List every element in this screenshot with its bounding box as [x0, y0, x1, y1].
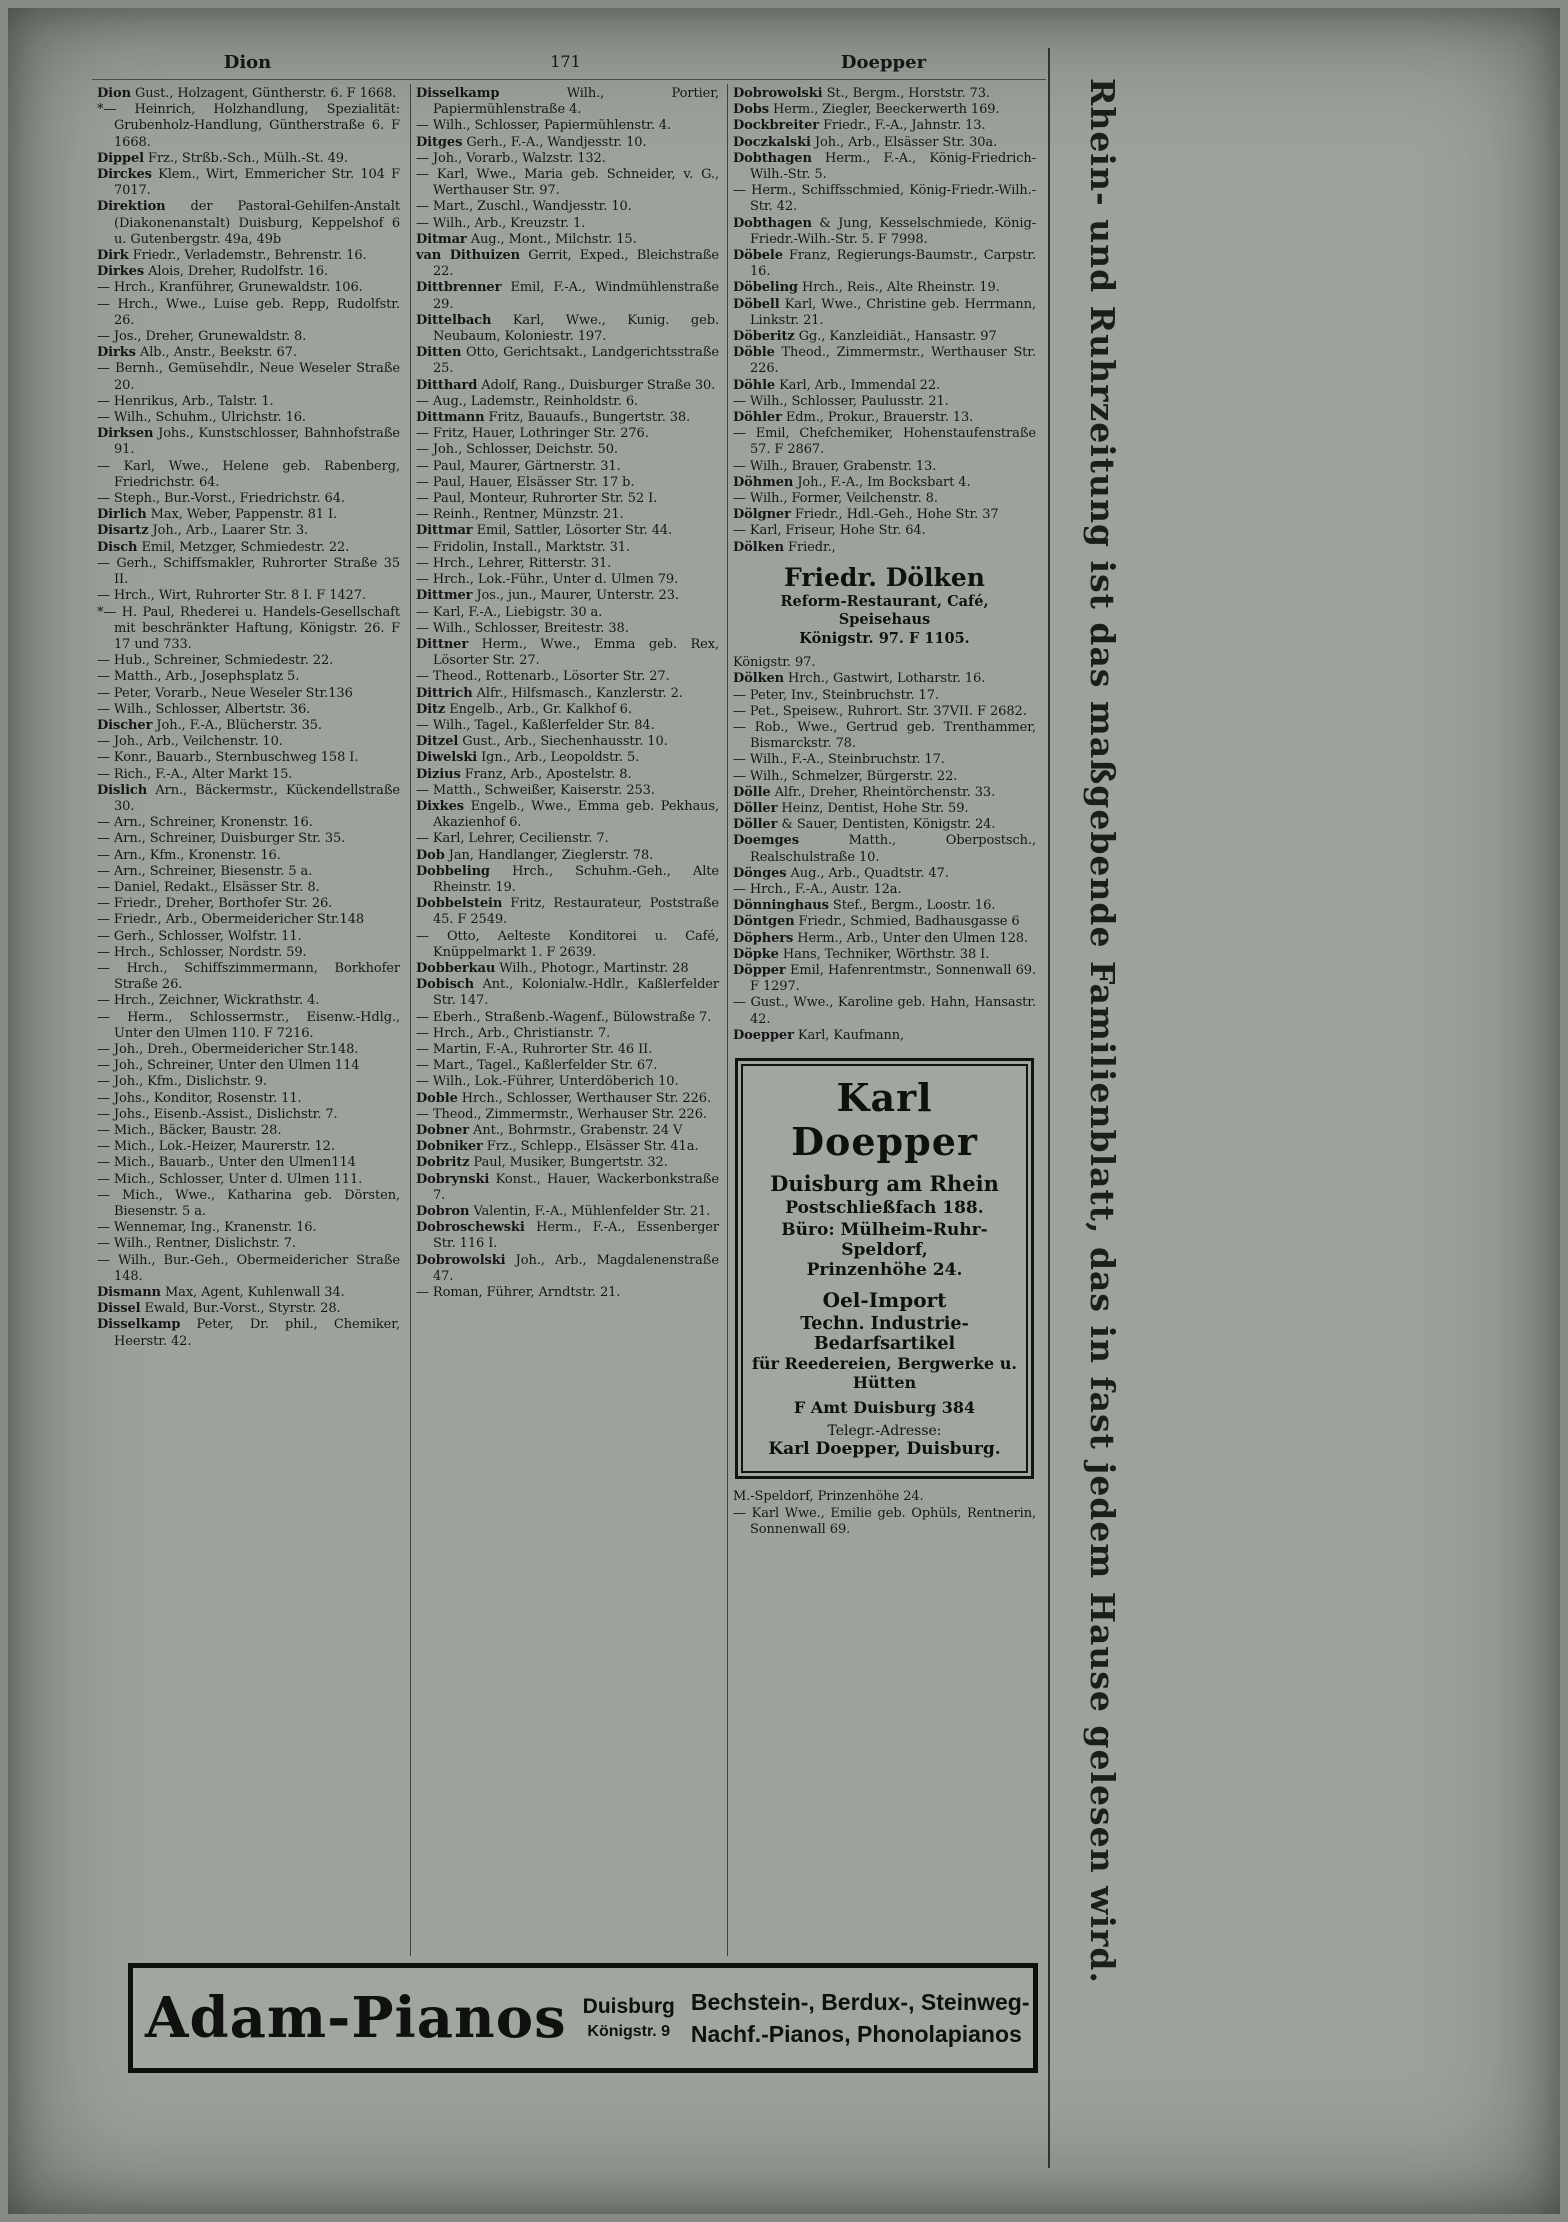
karl-doepper-ad-frame [741, 1064, 1028, 1473]
directory-entry: — Eberh., Straßenb.-Wagenf., Bülowstraße 7. [416, 1009, 712, 1025]
directory-entry: — Wilh., Schlosser, Paulusstr. 21. [733, 393, 949, 409]
directory-entry: Disch Emil, Metzger, Schmiedestr. 22. [97, 539, 350, 555]
directory-entry: Dittrich Alfr., Hilfsmasch., Kanzlerstr. 2. [416, 685, 683, 701]
directory-entry: Dockbreiter Friedr., F.-A., Jahnstr. 13. [733, 118, 986, 134]
directory-entry: — Martin, F.-A., Ruhrorter Str. 46 II. [416, 1041, 653, 1057]
directory-entry: Dobniker Frz., Schlepp., Elsässer Str. 41a. [416, 1139, 699, 1155]
directory-column-3 [733, 86, 1036, 1538]
directory-entry: — Gerh., Schlosser, Wolfstr. 11. [97, 928, 302, 944]
directory-entry: — Hrch., Wirt, Ruhrorter Str. 8 I. F 1427. [97, 588, 366, 604]
directory-column-1 [97, 86, 400, 1350]
directory-entry: Döbele Franz, Regierungs-Baumstr., Carpstr. 16. [733, 248, 1036, 280]
directory-entry: — Hrch., Kranführer, Grunewaldstr. 106. [97, 280, 363, 296]
directory-entry: Döbell Karl, Wwe., Christine geb. Herrmann, Linkstr. 21. [733, 296, 1036, 328]
directory-entry: Döphers Herm., Arb., Unter den Ulmen 128. [733, 930, 1028, 946]
directory-entry: — Henrikus, Arb., Talstr. 1. [97, 393, 274, 409]
directory-entry: Döhle Karl, Arb., Immendal 22. [733, 377, 941, 393]
directory-entry: — Mich., Bäcker, Baustr. 28. [97, 1123, 282, 1138]
directory-entry: — Bernh., Gemüsehdlr., Neue Weseler Straße 20. [97, 361, 400, 393]
directory-entry: — Wennemar, Ing., Kranenstr. 16. [97, 1220, 317, 1236]
directory-entry: — Arn., Schreiner, Biesenstr. 5 a. [97, 863, 313, 879]
directory-entry: — Peter, Inv., Steinbruchstr. 17. [733, 687, 939, 703]
directory-entry: Ditz Engelb., Arb., Gr. Kalkhof 6. [416, 701, 632, 717]
directory-entry: — Rob., Wwe., Gertrud geb. Trenthammer, Bismarckstr. 78. [733, 719, 1036, 752]
directory-entry: Dobron Valentin, F.-A., Mühlenfelder Str. 21. [416, 1204, 711, 1220]
directory-entry: Dobisch Ant., Kolonialw.-Hdlr., Kaßlerfelder Str. 147. [416, 977, 719, 1009]
directory-entry: Ditmar Aug., Mont., Milchstr. 15. [416, 231, 637, 247]
directory-entry: — Joh., Kfm., Dislichstr. 9. [97, 1074, 267, 1090]
running-head-left: Dion [223, 52, 272, 73]
directory-entry: *— H. Paul, Rhederei u. Handels-Gesellschaft mit beschränkter Haftung, Königstr. 26. F 17 und 733. [97, 604, 400, 652]
directory-entry: — Emil, Chefchemiker, Hohenstaufenstraße 57. F 2867. [733, 426, 1036, 458]
directory-entry: Dobthagen Herm., F.-A., König-Friedrich-Wilh.-Str. 5. [733, 150, 1036, 183]
directory-entry: — Wilh., F.-A., Steinbruchstr. 17. [733, 752, 945, 768]
directory-entry: Dirk Friedr., Verlademstr., Behrenstr. 16. [97, 248, 367, 264]
directory-entry: — Friedr., Dreher, Borthofer Str. 26. [97, 896, 333, 912]
directory-entry: Diwelski Ign., Arb., Leopoldstr. 5. [416, 750, 640, 766]
directory-entry: Doczkalski Joh., Arb., Elsässer Str. 30a. [733, 134, 998, 150]
directory-entry: — Wilh., Brauer, Grabenstr. 13. [733, 458, 937, 474]
directory-entry: Dizius Franz, Arb., Apostelstr. 8. [416, 766, 632, 782]
directory-entry: — Arn., Kfm., Kronenstr. 16. [97, 847, 281, 863]
directory-entry: — Paul, Hauer, Elsässer Str. 17 b. [416, 474, 635, 490]
directory-entry: Döntgen Friedr., Schmied, Badhausgasse 6 [733, 914, 1020, 930]
doepper-ad-line: für Reedereien, Bergwerke u. Hütten [752, 1354, 1017, 1393]
directory-entry: Doemges Matth., Oberpostsch., Realschulstraße 10. [733, 833, 1036, 865]
directory-entry: — Mich., Wwe., Katharina geb. Dörsten, Biesenstr. 5 a. [97, 1187, 400, 1220]
directory-column-3-bottom [733, 1489, 1036, 1538]
directory-column-3-top [733, 86, 1036, 556]
directory-entry: Dobrowolski St., Bergm., Horststr. 73. [733, 86, 990, 101]
directory-entry: van Dithuizen Gerrit, Exped., Bleichstraße 22. [416, 248, 719, 280]
directory-entry: — Joh., Schreiner, Unter den Ulmen 114 [97, 1058, 360, 1074]
directory-entry: Dirks Alb., Anstr., Beekstr. 67. [97, 345, 297, 361]
doepper-ad-line: Büro: Mülheim-Ruhr-Speldorf, [781, 1220, 988, 1261]
directory-entry: — Wilh., Bur.-Geh., Obermeidericher Straße 148. [97, 1252, 400, 1284]
directory-entry: Dönges Aug., Arb., Quadtstr. 47. [733, 865, 949, 881]
directory-entry: — Joh., Vorarb., Walzstr. 132. [416, 150, 606, 166]
doepper-ad-line: Techn. Industrie-Bedarfsartikel [800, 1314, 969, 1355]
directory-entry: — Hrch., Arb., Christianstr. 7. [416, 1025, 611, 1041]
directory-entry: Dölgner Friedr., Hdl.-Geh., Hohe Str. 37 [733, 507, 999, 523]
directory-entry: — Otto, Aelteste Konditorei u. Café, Knüppelmarkt 1. F 2639. [416, 928, 719, 960]
directory-entry: — Johs., Eisenb.-Assist., Dislichstr. 7. [97, 1106, 338, 1122]
pianos-ad-city: Duisburg [582, 1995, 675, 2018]
directory-entry: — Joh., Dreh., Obermeidericher Str.148. [97, 1041, 359, 1057]
directory-entry: — Wilh., Schuhm., Ulrichstr. 16. [97, 410, 306, 426]
column-divider-1 [410, 84, 411, 1956]
directory-entry: — Karl Wwe., Emilie geb. Ophüls, Rentnerin, Sonnenwall 69. [733, 1505, 1036, 1537]
directory-entry: — Hrch., Schiffszimmermann, Borkhofer Straße 26. [97, 960, 400, 993]
directory-entry: — Hrch., F.-A., Austr. 12a. [733, 882, 902, 898]
doepper-ad-lines [747, 1171, 1022, 1459]
adam-pianos-ad [128, 1963, 1038, 2073]
doepper-ad-line: Karl Doepper, Duisburg. [768, 1439, 1001, 1460]
directory-entry: — Jos., Dreher, Grunewaldstr. 8. [97, 329, 307, 345]
doelken-ad-subtitle: Reform-Restaurant, Café, Speisehaus [780, 592, 989, 629]
directory-entry: Dobthagen & Jung, Kesselschmiede, König-Friedr.-Wilh.-Str. 5. F 7998. [733, 215, 1036, 247]
directory-entry: Doble Hrch., Schlosser, Werthauser Str. 226. [416, 1090, 711, 1106]
directory-entry: Döberitz Gg., Kanzleidiät., Hansastr. 97 [733, 329, 997, 345]
header-rule [92, 79, 1046, 80]
directory-entry: Ditten Otto, Gerichtsakt., Landgerichtsstraße 25. [416, 345, 719, 377]
directory-entry: — Karl, F.-A., Liebigstr. 30 a. [416, 604, 603, 620]
doepper-ad-line: F Amt Duisburg 384 [793, 1398, 976, 1418]
column-divider-2 [727, 84, 728, 1956]
directory-entry: — Fritz, Hauer, Lothringer Str. 276. [416, 426, 649, 442]
sidebar-divider [1048, 48, 1050, 2168]
directory-entry: — Mart., Zuschl., Wandjesstr. 10. [416, 199, 632, 215]
directory-entry: Königstr. 97. [733, 655, 816, 671]
directory-entry: — Theod., Rottenarb., Lösorter Str. 27. [416, 669, 670, 685]
doepper-ad-title: Karl Doepper [791, 1075, 978, 1164]
directory-entry: Dölken Hrch., Gastwirt, Lotharstr. 16. [733, 671, 986, 687]
directory-entry: — Reinh., Rentner, Münzstr. 21. [416, 507, 624, 523]
directory-entry: — Karl, Wwe., Maria geb. Schneider, v. G., Werthauser Str. 97. [416, 167, 719, 199]
directory-entry: — Daniel, Redakt., Elsässer Str. 8. [97, 879, 320, 895]
directory-column-3-middle [733, 655, 1036, 1044]
directory-entry: Dittmann Fritz, Bauaufs., Bungertstr. 38. [416, 410, 691, 426]
directory-entry: Ditges Gerh., F.-A., Wandjesstr. 10. [416, 134, 647, 150]
directory-entry: Dobbeling Hrch., Schuhm.-Geh., Alte Rheinstr. 19. [416, 863, 719, 895]
directory-entry: Döller Heinz, Dentist, Hohe Str. 59. [733, 801, 969, 816]
directory-entry: — Herm., Schiffsschmied, König-Friedr.-Wilh.-Str. 42. [733, 183, 1036, 215]
directory-entry: Dobs Herm., Ziegler, Beeckerwerth 169. [733, 102, 1000, 118]
directory-entry: Dissel Ewald, Bur.-Vorst., Styrstr. 28. [97, 1301, 341, 1317]
running-head-right: Doepper [840, 52, 927, 73]
directory-entry: — Theod., Zimmermstr., Werhauser Str. 226. [416, 1106, 707, 1122]
directory-entry: — Wilh., Former, Veilchenstr. 8. [733, 491, 938, 507]
directory-entry: — Hrch., Wwe., Luise geb. Repp, Rudolfstr. 26. [97, 296, 400, 328]
directory-entry: — Wilh., Schmelzer, Bürgerstr. 22. [733, 768, 958, 784]
directory-entry: — Arn., Schreiner, Kronenstr. 16. [97, 815, 313, 831]
directory-entry: — Mart., Tagel., Kaßlerfelder Str. 67. [416, 1058, 658, 1074]
directory-entry: — Hub., Schreiner, Schmiedestr. 22. [97, 653, 334, 669]
directory-entry: — Wilh., Schlosser, Breitestr. 38. [416, 620, 629, 636]
directory-entry: Dislich Arn., Bäckermstr., Kückendellstraße 30. [97, 782, 400, 814]
directory-entry: Discher Joh., F.-A., Blücherstr. 35. [97, 717, 322, 733]
directory-entry: Dobbelstein Fritz, Restaurateur, Poststraße 45. F 2549. [416, 896, 719, 928]
doepper-ad-line: Oel-Import [822, 1288, 947, 1313]
doepper-ad-line: Duisburg am Rhein [770, 1171, 999, 1197]
directory-entry: — Hrch., Zeichner, Wickrathstr. 4. [97, 993, 320, 1009]
pianos-ad-line1: Bechstein-, Berdux-, Steinweg- [690, 1988, 1030, 2015]
directory-entry: — Roman, Führer, Arndtstr. 21. [416, 1285, 621, 1301]
directory-entry: Dönninghaus Stef., Bergm., Loostr. 16. [733, 898, 996, 914]
directory-entry: Disselkamp Wilh., Portier, Papiermühlenstraße 4. [416, 86, 719, 118]
directory-entry: Dittbrenner Emil, F.-A., Windmühlenstraße 29. [416, 280, 719, 312]
directory-entry: Döpper Emil, Hafenrentmstr., Sonnenwall 69. F 1297. [733, 963, 1036, 995]
directory-entry: Dippel Frz., Strßb.-Sch., Mülh.-St. 49. [97, 150, 348, 166]
directory-entry: — Mich., Schlosser, Unter d. Ulmen 111. [97, 1171, 363, 1187]
directory-entry: — Fridolin, Install., Marktstr. 31. [416, 539, 630, 555]
directory-entry: — Peter, Vorarb., Neue Weseler Str.136 [97, 685, 353, 701]
directory-entry: Dirksen Johs., Kunstschlosser, Bahnhofstraße 91. [97, 426, 400, 458]
directory-entry: — Hrch., Schlosser, Nordstr. 59. [97, 944, 307, 960]
doepper-ad-line: Postschließfach 188. [785, 1198, 984, 1219]
pianos-ad-street: Königstr. 9 [587, 2023, 671, 2040]
directory-entry: Dobritz Paul, Musiker, Bungertstr. 32. [416, 1155, 668, 1171]
pianos-ad-line2: Nachf.-Pianos, Phonolapianos [690, 2021, 1022, 2047]
doelken-ad-address: Königstr. 97. F 1105. [799, 630, 970, 648]
directory-entry: Dismann Max, Agent, Kuhlenwall 34. [97, 1285, 345, 1301]
directory-entry: Döpke Hans, Techniker, Wörthstr. 38 I. [733, 946, 990, 962]
directory-entry: Dittmer Jos., jun., Maurer, Unterstr. 23. [416, 588, 679, 604]
directory-entry: Dittmar Emil, Sattler, Lösorter Str. 44. [416, 523, 673, 539]
directory-entry: — Mich., Bauarb., Unter den Ulmen114 [97, 1155, 356, 1171]
directory-entry: Disselkamp Peter, Dr. phil., Chemiker, Heerstr. 42. [97, 1317, 400, 1349]
directory-entry: — Wilh., Schlosser, Papiermühlenstr. 4. [416, 118, 672, 134]
doelken-ad-name: Friedr. Dölken [784, 562, 985, 592]
directory-entry: Dobner Ant., Bohrmstr., Grabenstr. 24 V [416, 1123, 683, 1138]
directory-entry: Döbeling Hrch., Reis., Alte Rheinstr. 19. [733, 280, 1000, 296]
directory-entry: — Karl, Friseur, Hohe Str. 64. [733, 523, 926, 539]
directory-entry: — Joh., Schlosser, Deichstr. 50. [416, 442, 618, 458]
pianos-ad-product-lines [691, 1986, 1030, 2050]
directory-entry: — Johs., Konditor, Rosenstr. 11. [97, 1090, 302, 1106]
karl-doepper-ad [735, 1058, 1034, 1479]
directory-entry: — Gust., Wwe., Karoline geb. Hahn, Hansastr. 42. [733, 995, 1036, 1027]
directory-entry: — Matth., Arb., Josephsplatz 5. [97, 669, 300, 685]
directory-entry: Döble Theod., Zimmermstr., Werthauser Str. 226. [733, 345, 1036, 377]
directory-entry: — Gerh., Schiffsmakler, Ruhrorter Straße 35 II. [97, 555, 400, 588]
directory-entry: Dölken Friedr., [733, 539, 836, 555]
directory-entry: Dobberkau Wilh., Photogr., Martinstr. 28 [416, 960, 689, 976]
directory-entry: — Wilh., Rentner, Dislichstr. 7. [97, 1236, 296, 1252]
directory-entry: Disartz Joh., Arb., Laarer Str. 3. [97, 523, 309, 539]
pianos-ad-address-block [583, 1995, 675, 2041]
directory-entry: Dobrynski Konst., Hauer, Wackerbonkstraße 7. [416, 1171, 719, 1203]
directory-entry: — Joh., Arb., Veilchenstr. 10. [97, 734, 283, 750]
directory-entry: Dittelbach Karl, Wwe., Kunig. geb. Neubaum, Koloniestr. 197. [416, 312, 719, 345]
directory-entry: M.-Speldorf, Prinzenhöhe 24. [733, 1489, 924, 1505]
directory-entry: — Pet., Speisew., Ruhrort. Str. 37VII. F 2682. [733, 703, 1027, 719]
directory-entry: Dirkes Alois, Dreher, Rudolfstr. 16. [97, 264, 329, 280]
directory-entry: — Wilh., Lok.-Führer, Unterdöberich 10. [416, 1074, 679, 1090]
directory-entry: — Rich., F.-A., Alter Markt 15. [97, 766, 293, 782]
directory-entry: — Karl, Lehrer, Cecilienstr. 7. [416, 831, 609, 847]
directory-entry: — Steph., Bur.-Vorst., Friedrichstr. 64. [97, 491, 345, 507]
directory-entry: Dittner Herm., Wwe., Emma geb. Rex, Lösorter Str. 27. [416, 636, 719, 669]
page-number: 171 [550, 52, 581, 71]
directory-entry: — Hrch., Lehrer, Ritterstr. 31. [416, 555, 612, 571]
directory-entry: Döhmen Joh., F.-A., Im Bocksbart 4. [733, 474, 971, 490]
directory-entry: Ditthard Adolf, Rang., Duisburger Straße 30. [416, 377, 716, 393]
directory-entry: — Matth., Schweißer, Kaiserstr. 253. [416, 782, 655, 798]
directory-entry: — Herm., Schlossermstr., Eisenw.-Hdlg., Unter den Ulmen 110. F 7216. [97, 1009, 400, 1041]
directory-entry: Doepper Karl, Kaufmann, [733, 1027, 905, 1043]
directory-entry: Ditzel Gust., Arb., Siechenhausstr. 10. [416, 734, 668, 750]
doepper-ad-line: Telegr.-Adresse: [827, 1423, 942, 1440]
directory-entry: — Paul, Monteur, Ruhrorter Str. 52 I. [416, 491, 658, 507]
directory-entry: — Aug., Lademstr., Reinholdstr. 6. [416, 393, 639, 409]
directory-entry: — Friedr., Arb., Obermeidericher Str.148 [97, 912, 365, 928]
directory-entry: — Paul, Maurer, Gärtnerstr. 31. [416, 458, 621, 474]
directory-entry: — Wilh., Arb., Kreuzstr. 1. [416, 215, 586, 231]
directory-entry: — Mich., Lok.-Heizer, Maurerstr. 12. [97, 1139, 335, 1155]
directory-entry: — Hrch., Lok.-Führ., Unter d. Ulmen 79. [416, 572, 679, 588]
directory-entry: Dirckes Klem., Wirt, Emmericher Str. 104 F 7017. [97, 167, 400, 199]
directory-column-2 [416, 86, 719, 1301]
directory-entry: *— Heinrich, Holzhandlung, Spezialität: Grubenholz-Handlung, Güntherstraße 6. F 1668. [97, 102, 400, 150]
directory-entry: Dobrowolski Joh., Arb., Magdalenenstraße 47. [416, 1252, 719, 1284]
pianos-ad-brand: Adam-Pianos [145, 1985, 567, 2051]
directory-entry: Dob Jan, Handlanger, Zieglerstr. 78. [416, 847, 654, 863]
directory-entry: Dirlich Max, Weber, Pappenstr. 81 I. [97, 507, 338, 523]
directory-entry: — Konr., Bauarb., Sternbuschweg 158 I. [97, 750, 359, 766]
directory-entry: — Karl, Wwe., Helene geb. Rabenberg, Friedrichstr. 64. [97, 458, 400, 490]
doepper-ad-line: Prinzenhöhe 24. [806, 1260, 963, 1281]
directory-entry: Döhler Edm., Prokur., Brauerstr. 13. [733, 410, 974, 426]
directory-entry: Dixkes Engelb., Wwe., Emma geb. Pekhaus, Akazienhof 6. [416, 798, 719, 831]
directory-entry: — Wilh., Schlosser, Albertstr. 36. [97, 701, 311, 717]
directory-entry: Dölle Alfr., Dreher, Rheintörchenstr. 33. [733, 784, 996, 800]
directory-entry: Dion Gust., Holzagent, Güntherstr. 6. F 1668. [97, 86, 397, 101]
newspaper-sidebar-slogan: Rhein- und Ruhrzeitung ist das maßgebende Familienblatt, das in fast jedem Hause gelesen wird. [1083, 78, 1122, 1984]
directory-entry: — Wilh., Tagel., Kaßlerfelder Str. 84. [416, 717, 655, 733]
directory-entry: Dobroschewski Herm., F.-A., Essenberger Str. 116 I. [416, 1220, 719, 1252]
doelken-restaurant-ad [733, 564, 1036, 649]
directory-entry: Döller & Sauer, Dentisten, Königstr. 24. [733, 817, 996, 833]
directory-entry: — Arn., Schreiner, Duisburger Str. 35. [97, 831, 346, 847]
directory-entry: Direktion der Pastoral-Gehilfen-Anstalt (Diakonenanstalt) Duisburg, Keppelshof 6 u. Gutenbergstr. 49a, 49b [97, 199, 400, 247]
